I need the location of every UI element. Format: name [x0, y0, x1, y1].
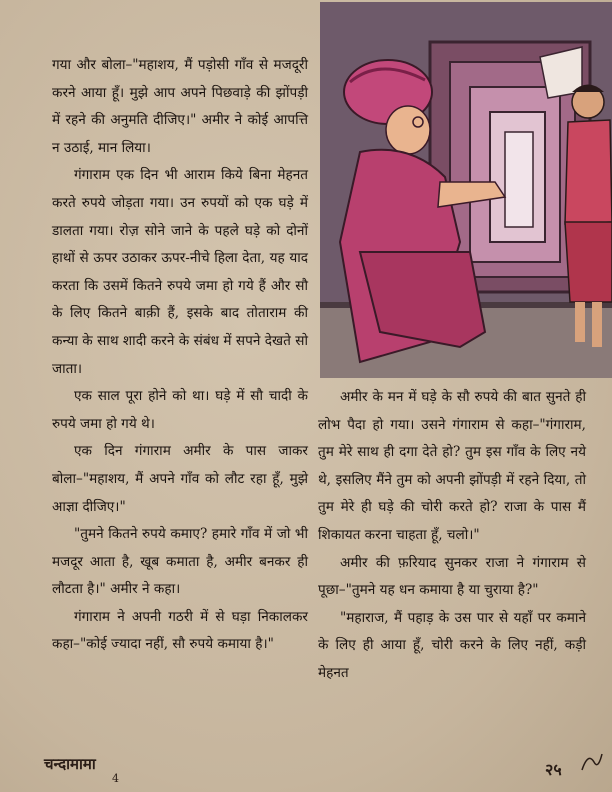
illustration-art: [320, 2, 612, 378]
handwritten-mark-icon: [578, 748, 606, 778]
paragraph: "महाराज, मैं पहाड़ के उस पार से यहाँ पर कमाने के लिए ही आया हूँ, चोरी करने के लिए नहीं, कड़ी मेहनत: [318, 609, 586, 681]
page-number: २५: [545, 760, 562, 779]
magazine-title: चन्दामामा: [44, 755, 96, 773]
paragraph: एक साल पूरा होने को था। घड़े में सौ चादी के रुपये जमा हो गये थे।: [52, 388, 308, 432]
paragraph: एक दिन गंगाराम अमीर के पास जाकर बोला–"महाशय, मैं अपने गाँव को लौट रहा हूँ, मुझे आज्ञा दीजिए।": [52, 443, 308, 515]
story-illustration: [320, 2, 612, 378]
paragraph: अमीर के मन में घड़े के सौ रुपये की बात सुनते ही लोभ पैदा हो गया। उसने गंगाराम से कहा–"गंगाराम, तुम मेरे साथ ही दगा देते हो? तुम इस गाँव के लिए नये थे, इसलिए मैंने तुम को अपनी झोंपड़ी में रहने दिया, तो तुम मेरे ही घड़े की चोरी करते हो? राजा के पास मैं शिकायत करना चाहता हूँ, चलो।": [318, 389, 586, 543]
paragraph: गया और बोला–"महाशय, मैं पड़ोसी गाँव से मजदूरी करने आया हूँ। मुझे आप अपने पिछवाड़े की झोंपड़ी में रहने की अनुमति दीजिए।" अमीर ने कोई आपत्ति न उठाई, मान लिया।: [52, 57, 308, 156]
right-text-column: [318, 384, 586, 688]
paragraph: गंगाराम ने अपनी गठरी में से घड़ा निकालकर कहा–"कोई ज्यादा नहीं, सौ रुपये कमाया है।": [52, 608, 308, 653]
left-text-column: [52, 52, 308, 659]
paragraph: "तुमने कितने रुपये कमाए? हमारे गाँव में जो भी मजदूर आता है, खूब कमाता है, अमीर बनकर ही लौटता है।" अमीर ने कहा।: [52, 526, 308, 598]
paragraph: अमीर की फ़रियाद सुनकर राजा ने गंगाराम से पूछा–"तुमने यह धन कमाया है या चुराया है?": [318, 554, 586, 599]
paragraph: गंगाराम एक दिन भी आराम किये बिना मेहनत करते रुपये जोड़ता गया। उन रुपयों को एक घड़े में डालता गया। रोज़ सोने जाने के पहले घड़े को दोनों हाथों से ऊपर उठाकर ऊपर-नीचे हिला देता, यह याद करता कि उसमें कितने रुपये जमा हो गये हैं और सौ के लिए कितने बाक़ी हैं, इसके बाद तोताराम की कन्या के साथ शादी करने के संबंध में सपने देखते सो जाता।: [52, 167, 308, 377]
footer-number: 4: [112, 772, 119, 785]
